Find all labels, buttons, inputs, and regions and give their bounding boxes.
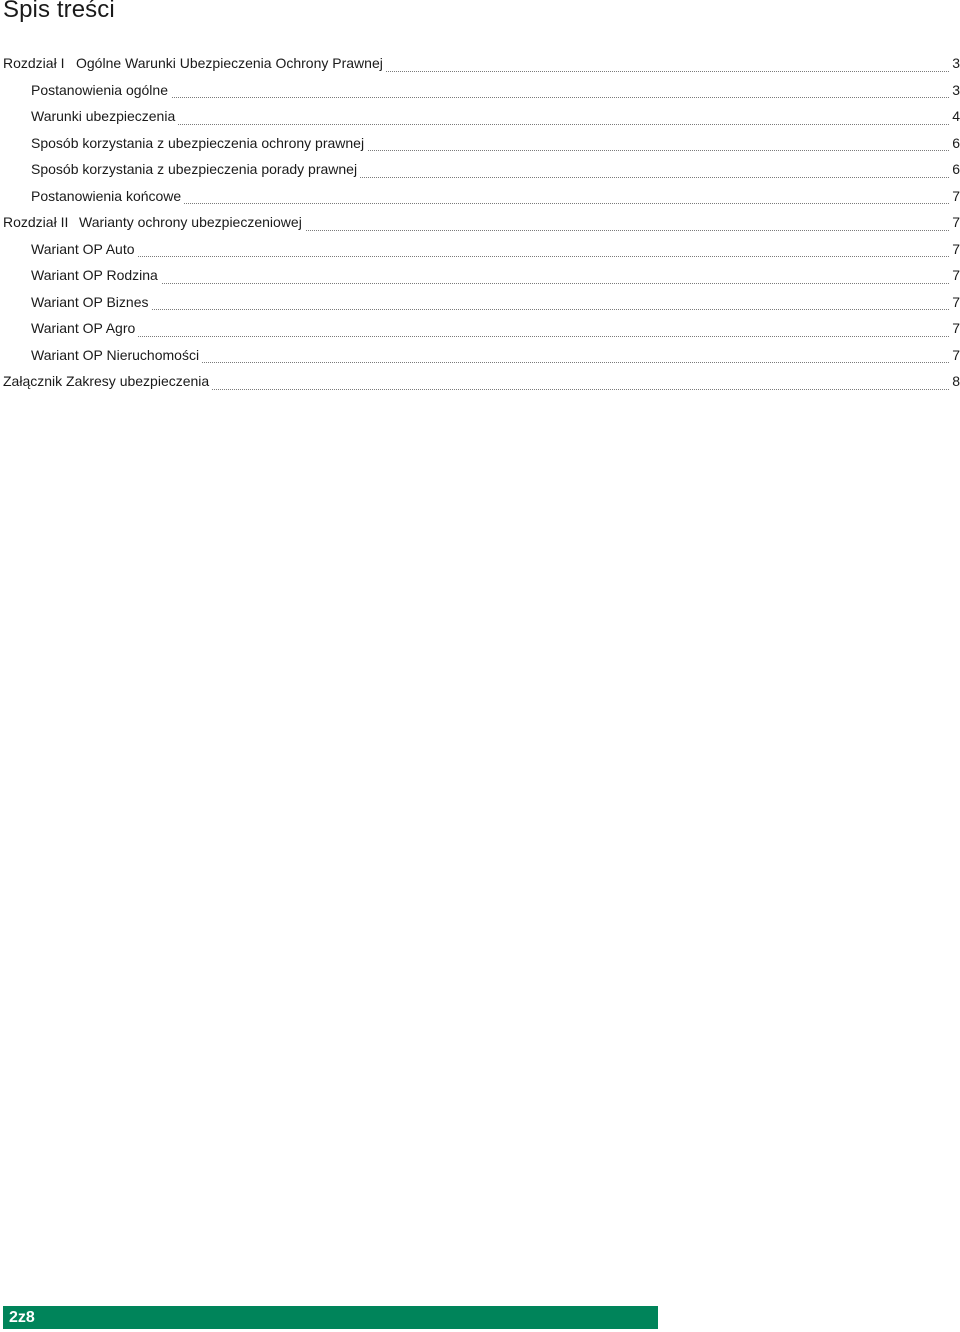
toc-entry-text bbox=[31, 315, 138, 342]
toc-entry-text bbox=[31, 289, 152, 316]
toc-entry-label: Warunki ubezpieczenia bbox=[31, 108, 176, 124]
toc-entry-label: Sposób korzystania z ubezpieczenia porady prawnej bbox=[31, 161, 358, 177]
toc-entry-label: Warianty ochrony ubezpieczeniowej bbox=[79, 214, 302, 230]
page-number-label: 2z8 bbox=[9, 1309, 35, 1326]
toc-entry-text bbox=[31, 342, 202, 369]
toc-entry-text bbox=[31, 183, 184, 210]
toc-entry-label: Ogólne Warunki Ubezpieczenia Ochrony Prawnej bbox=[76, 55, 383, 71]
toc-entry-label: Wariant OP Nieruchomości bbox=[31, 346, 200, 363]
toc-chapter-prefix: Rozdział II bbox=[3, 214, 69, 230]
toc-entry-text bbox=[3, 209, 305, 236]
toc-page-number: 4 bbox=[950, 103, 960, 130]
toc-page-number: 7 bbox=[950, 183, 960, 210]
toc-page-number: 8 bbox=[950, 368, 960, 395]
toc-entry-text bbox=[31, 236, 138, 263]
table-of-contents bbox=[0, 50, 960, 395]
toc-entry[interactable] bbox=[0, 289, 960, 316]
toc-page-number: 6 bbox=[950, 130, 960, 157]
toc-entry[interactable] bbox=[0, 209, 960, 236]
toc-entry-label: Załącznik Zakresy ubezpieczenia bbox=[3, 373, 210, 389]
toc-entry[interactable] bbox=[0, 130, 960, 157]
toc-entry[interactable] bbox=[0, 156, 960, 183]
toc-entry-text bbox=[31, 130, 367, 157]
toc-entry-text bbox=[31, 103, 178, 130]
toc-dot-leader bbox=[31, 283, 949, 284]
toc-page-number: 7 bbox=[950, 289, 960, 316]
toc-entry-text bbox=[31, 156, 360, 183]
toc-entry-label: Wariant OP Agro bbox=[31, 320, 136, 336]
toc-entry[interactable] bbox=[0, 315, 960, 342]
toc-chapter-prefix: Rozdział I bbox=[3, 55, 65, 71]
toc-entry-text bbox=[3, 368, 212, 395]
toc-page-number: 3 bbox=[950, 77, 960, 104]
toc-entry-label: Wariant OP Auto bbox=[31, 240, 135, 257]
toc-entry-text bbox=[31, 262, 161, 289]
toc-entry[interactable] bbox=[0, 342, 960, 369]
toc-entry-label: Wariant OP Biznes bbox=[31, 293, 149, 310]
toc-page-number: 7 bbox=[950, 209, 960, 236]
toc-dot-leader bbox=[31, 256, 949, 257]
toc-entry-label: Postanowienia ogólne bbox=[31, 81, 168, 98]
toc-entry-label: Wariant OP Rodzina bbox=[31, 267, 158, 283]
toc-page-number: 6 bbox=[950, 156, 960, 183]
toc-entry[interactable] bbox=[0, 236, 960, 263]
toc-entry[interactable] bbox=[0, 183, 960, 210]
toc-entry[interactable] bbox=[0, 103, 960, 130]
toc-entry[interactable] bbox=[0, 50, 960, 77]
toc-dot-leader bbox=[31, 309, 949, 310]
toc-page-number: 7 bbox=[950, 262, 960, 289]
toc-page-number: 7 bbox=[950, 236, 960, 263]
footer-bar bbox=[3, 1306, 658, 1329]
toc-entry-text bbox=[3, 50, 386, 77]
toc-page-number: 7 bbox=[950, 342, 960, 369]
toc-entry-label: Postanowienia końcowe bbox=[31, 187, 182, 204]
toc-entry-label: Sposób korzystania z ubezpieczenia ochrony prawnej bbox=[31, 134, 365, 151]
toc-entry[interactable] bbox=[0, 368, 960, 395]
toc-page-number: 7 bbox=[950, 315, 960, 342]
toc-entry[interactable] bbox=[0, 262, 960, 289]
toc-entry[interactable] bbox=[0, 77, 960, 104]
page-title: Spis treści bbox=[3, 0, 115, 23]
toc-entry-text bbox=[31, 77, 171, 104]
toc-page-number: 3 bbox=[950, 50, 960, 77]
toc-dot-leader bbox=[31, 336, 949, 337]
